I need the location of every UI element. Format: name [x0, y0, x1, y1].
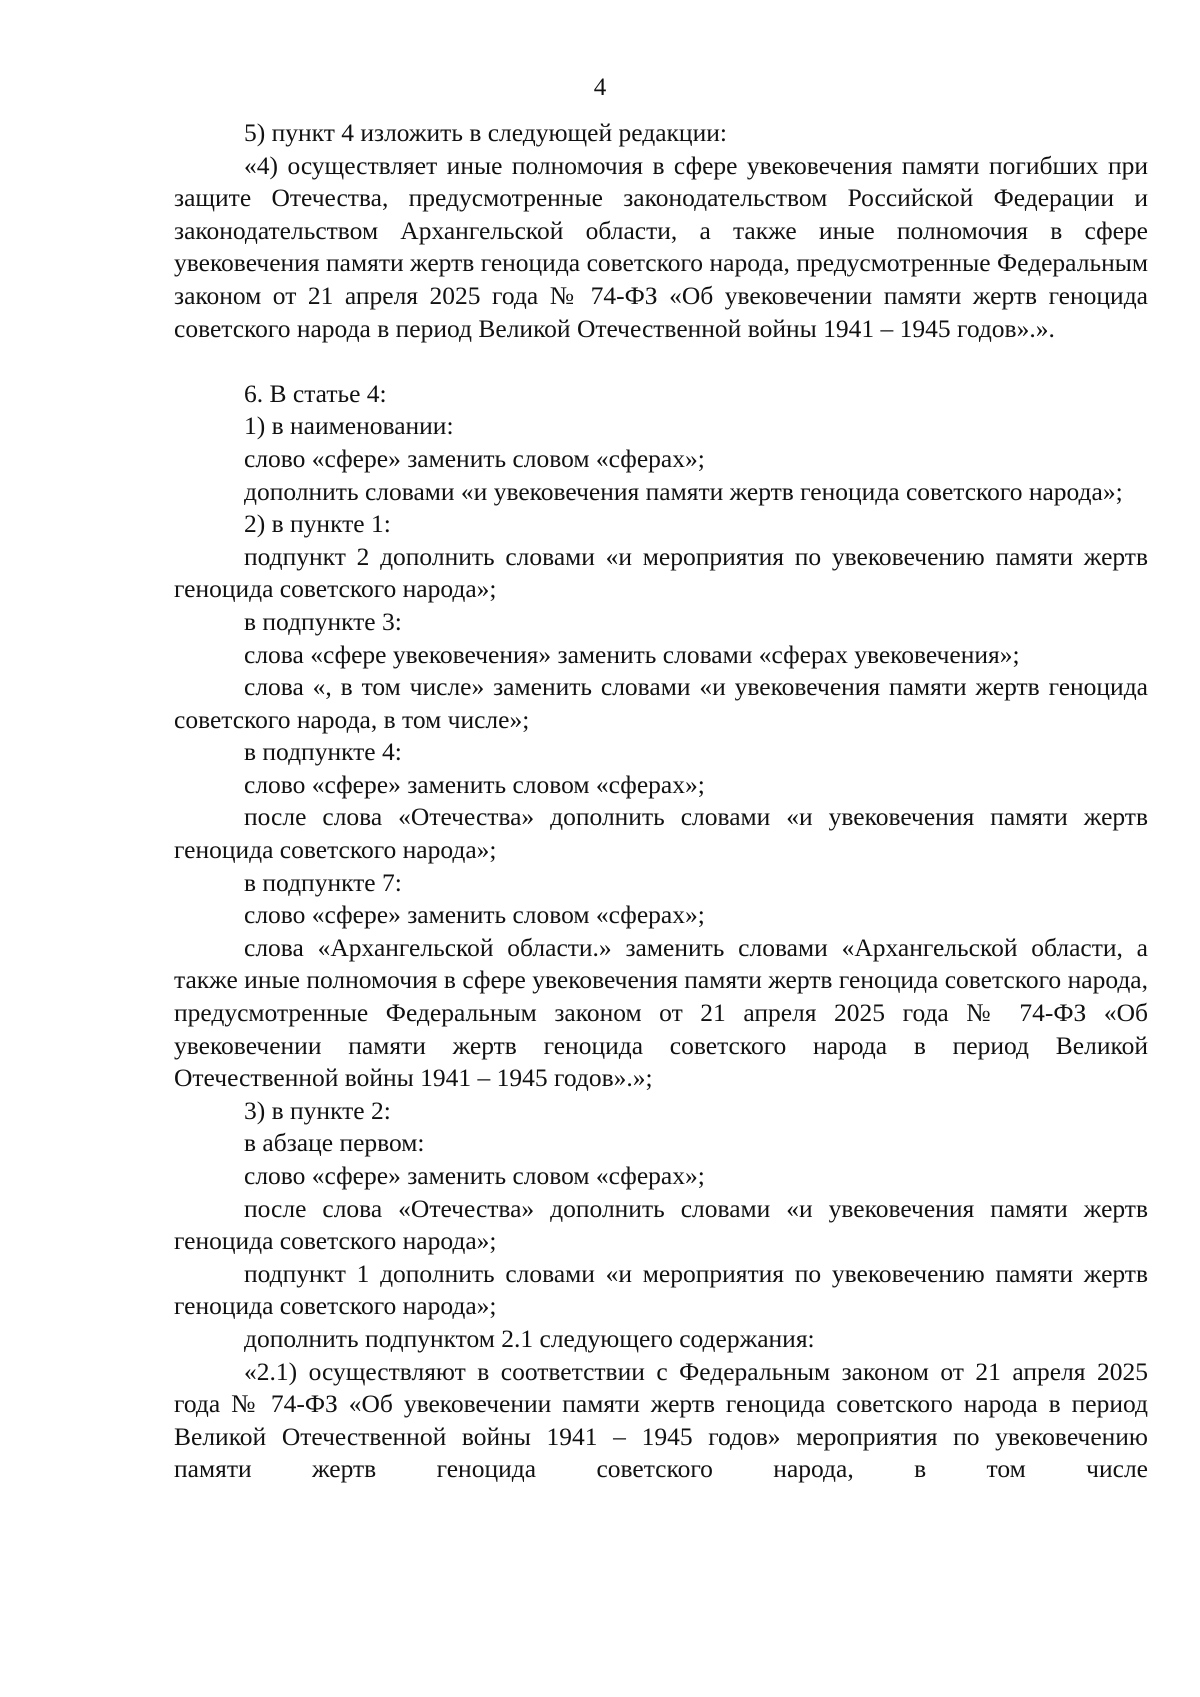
paragraph: в подпункте 4:	[244, 737, 402, 767]
paragraph: 5) пункт 4 изложить в следующей редакции:	[244, 118, 727, 147]
paragraph: слова «Архангельской области.» заменить словами «Архангельской области, а также иные полномочия в сфере увековечения памяти жертв геноцида советского народа, предусмотренные Федеральным законом от 21 апреля 2025 года № 74-ФЗ «Об увековечении памяти жертв геноцида советского народа в период Великой Отечественной войны 1941 – 1945 годов».»;	[174, 932, 1148, 1093]
paragraph: в подпункте 3:	[244, 606, 402, 636]
paragraph: 1) в наименовании:	[244, 411, 454, 441]
paragraph: 3) в пункте 2:	[244, 1095, 391, 1125]
paragraph: «4) осуществляет иные полномочия в сфере увековечения памяти погибших при защите Отечества, предусмотренные законодательством Российской Федерации и законодательством Архангельской области, а также иные полномочия в сфере увековечения памяти жертв геноцида советского народа, предусмотренные Федеральным законом от 21 апреля 2025 года № 74-ФЗ «Об увековечении памяти жертв геноцида советского народа в период Великой Отечественной войны 1941 – 1945 годов».».	[174, 150, 1148, 343]
paragraph: подпункт 1 дополнить словами «и мероприятия по увековечению памяти жертв геноцида советского народа»;	[174, 1258, 1148, 1321]
paragraph: 6. В статье 4:	[244, 378, 387, 408]
paragraph: дополнить подпунктом 2.1 следующего содержания:	[244, 1323, 815, 1353]
paragraph: после слова «Отечества» дополнить словами «и увековечения памяти жертв геноцида советского народа»;	[174, 802, 1148, 865]
paragraph: слово «сфере» заменить словом «сферах»;	[244, 1161, 705, 1190]
paragraph: подпункт 2 дополнить словами «и мероприятия по увековечению памяти жертв геноцида советского народа»;	[174, 541, 1148, 604]
paragraph: слово «сфере» заменить словом «сферах»;	[244, 769, 705, 799]
paragraph: слова «, в том числе» заменить словами «и увековечения памяти жертв геноцида советского народа, в том числе»;	[174, 672, 1148, 734]
paragraph: в абзаце первом:	[244, 1128, 425, 1158]
paragraph: дополнить словами «и увековечения памяти жертв геноцида советского народа»;	[244, 476, 1123, 506]
paragraph: 2) в пункте 1:	[244, 509, 391, 539]
paragraph: слова «сфере увековечения» заменить словами «сферах увековечения»;	[244, 639, 1020, 669]
page-number: 4	[593, 74, 607, 101]
document-body	[174, 117, 1148, 1486]
paragraph: в подпункте 7:	[244, 867, 402, 897]
paragraph: после слова «Отечества» дополнить словами «и увековечения памяти жертв геноцида советского народа»;	[174, 1193, 1148, 1256]
paragraph: слово «сфере» заменить словом «сферах»;	[244, 900, 705, 930]
paragraph: слово «сфере» заменить словом «сферах»;	[244, 443, 705, 473]
paragraph: «2.1) осуществляют в соответствии с Федеральным законом от 21 апреля 2025 года № 74-ФЗ «Об увековечении памяти жертв геноцида советского народа в период Великой Отечественной войны 1941 – 1945 годов» мероприятия по увековечению памяти жертв геноцида советского народа, в том числе	[174, 1356, 1148, 1484]
